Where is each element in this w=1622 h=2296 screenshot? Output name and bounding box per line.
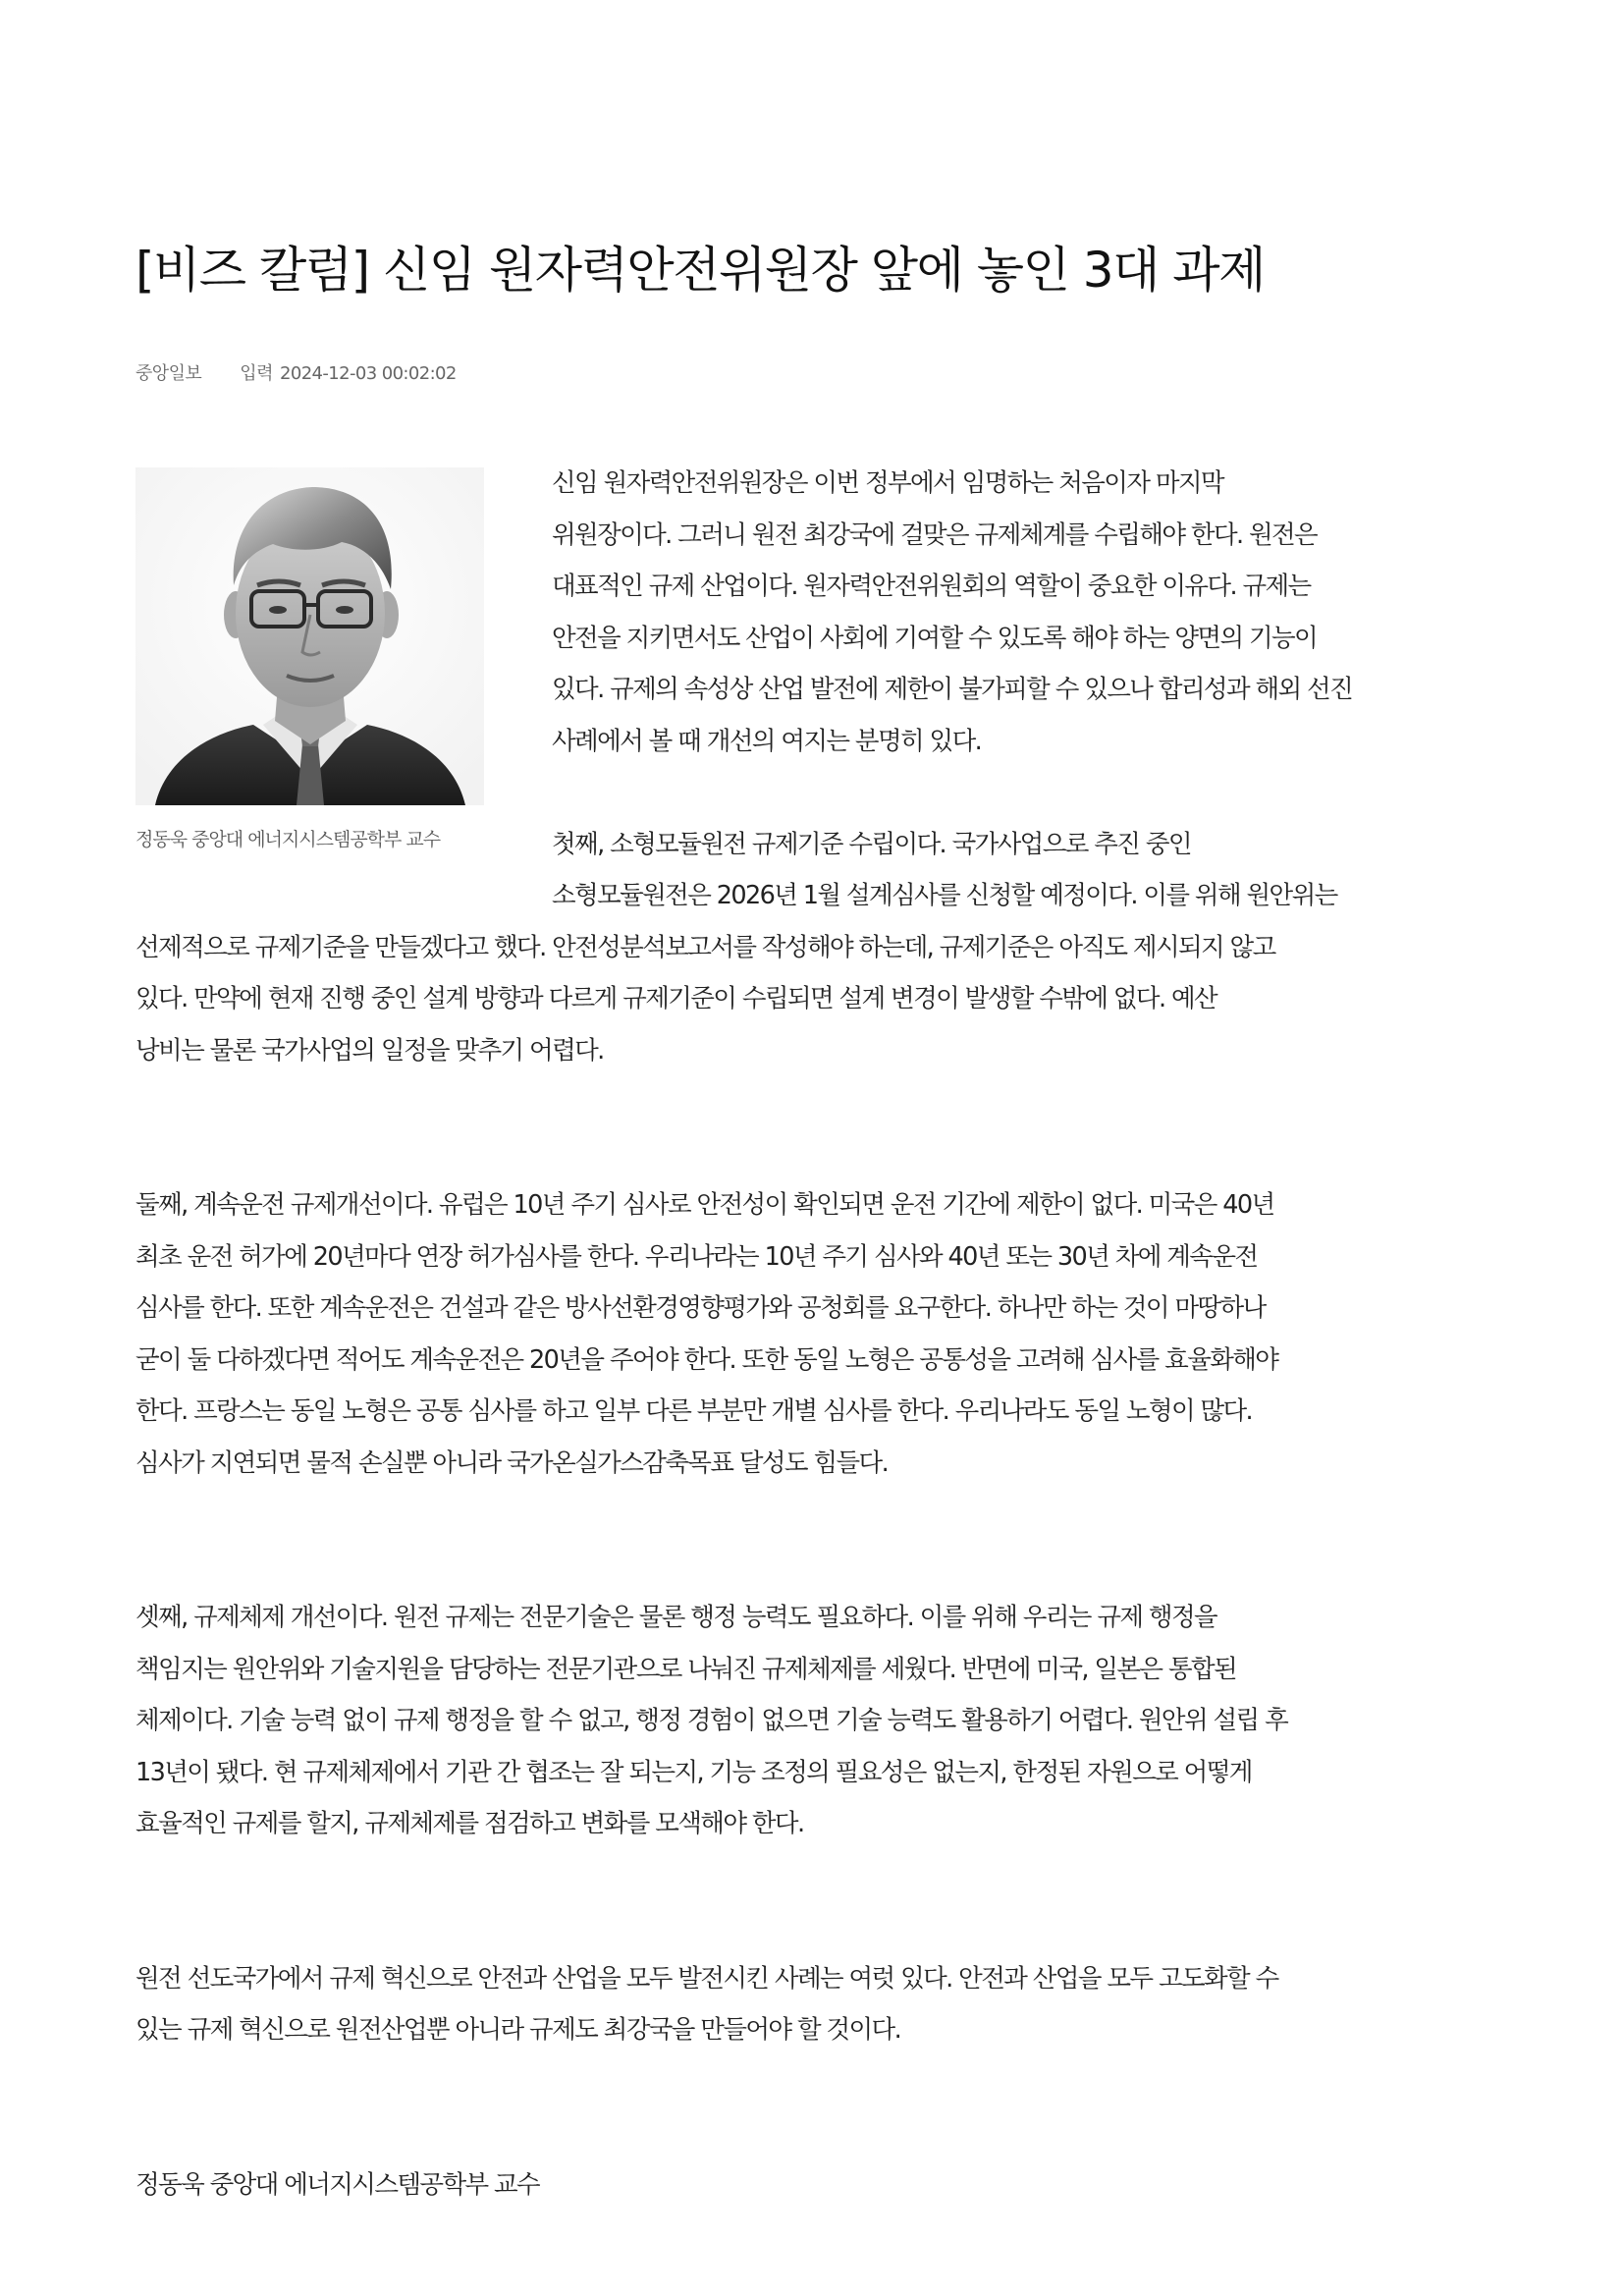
date-label: 입력: [240, 363, 273, 384]
text-line: 굳이 둘 다하겠다면 적어도 계속운전은 20년을 주어야 한다. 또한 동일 노형은 공통성을 고려해 심사를 효율화해야: [135, 1344, 1278, 1375]
text-line: 둘째, 계속운전 규제개선이다. 유럽은 10년 주기 심사로 안전성이 확인되면 운전 기간에 제한이 없다. 미국은 40년: [135, 1190, 1274, 1220]
text-line: 위원장이다. 그러니 원전 최강국에 걸맞은 규제체계를 수립해야 한다. 원전은: [552, 519, 1318, 550]
text-line: 13년이 됐다. 현 규제체제에서 기관 간 협조는 잘 되는지, 기능 조정의 필요성은 없는지, 한정된 자원으로 어떻게: [135, 1757, 1252, 1787]
text-line: 있는 규제 혁신으로 원전산업뿐 아니라 규제도 최강국을 만들어야 할 것이다.: [135, 2015, 901, 2045]
text-line: 셋째, 규제체제 개선이다. 원전 규제는 전문기술은 물론 행정 능력도 필요하다. 이를 위해 우리는 규제 행정을: [135, 1603, 1217, 1632]
paragraph-4: [135, 1592, 1510, 1850]
photo-caption: 정동욱 중앙대 에너지시스템공학부 교수: [135, 829, 441, 850]
article-headline: [비즈 칼럼] 신임 원자력안전위원장 앞에 놓인 3대 과제: [135, 242, 1265, 299]
paragraph-3: [135, 1179, 1510, 1489]
paragraph-gap: [135, 767, 1510, 819]
text-line: 책임지는 원안위와 기술지원을 담당하는 전문기관으로 나눠진 규제체제를 세웠다. 반면에 미국, 일본은 통합된: [135, 1654, 1237, 1684]
paragraph-5: [135, 1953, 1510, 2056]
text-line: 낭비는 물론 국가사업의 일정을 맞추기 어렵다.: [135, 1035, 604, 1066]
text-line: 체제이다. 기술 능력 없이 규제 행정을 할 수 없고, 행정 경험이 없으면 기술 능력도 활용하기 어렵다. 원안위 설립 후: [135, 1706, 1288, 1735]
news-source[interactable]: 중앙일보: [135, 363, 202, 384]
byline-text: 정동욱 중앙대 에너지시스템공학부 교수: [135, 2169, 540, 2200]
text-line: 원전 선도국가에서 규제 혁신으로 안전과 산업을 모두 발전시킨 사례는 여럿 있다. 안전과 산업을 모두 고도화할 수: [135, 1963, 1278, 1994]
paragraph-gap: [135, 1489, 1510, 1592]
text-line: 소형모듈원전은 2026년 1월 설계심사를 신청할 예정이다. 이를 위해 원안위는: [552, 881, 1337, 910]
paragraph-1: [135, 458, 1510, 767]
text-line: 심사가 지연되면 물적 손실뿐 아니라 국가온실가스감축목표 달성도 힘들다.: [135, 1448, 889, 1478]
text-line: 안전을 지키면서도 산업이 사회에 기여할 수 있도록 해야 하는 양면의 기능이: [552, 623, 1318, 653]
paragraph-gap: [135, 1076, 1510, 1179]
text-line: 신임 원자력안전위원장은 이번 정부에서 임명하는 처음이자 마지막: [552, 468, 1223, 498]
text-line: 첫째, 소형모듈원전 규제기준 수립이다. 국가사업으로 추진 중인: [552, 829, 1191, 859]
text-line: 사례에서 볼 때 개선의 여지는 분명히 있다.: [552, 726, 982, 756]
text-line: 있다. 만약에 현재 진행 중인 설계 방향과 다르게 규제기준이 수립되면 설계 변경이 발생할 수밖에 없다. 예산: [135, 984, 1217, 1013]
text-line: 최초 운전 허가에 20년마다 연장 허가심사를 한다. 우리나라는 10년 주기 심사와 40년 또는 30년 차에 계속운전: [135, 1241, 1258, 1272]
author-byline: [135, 2159, 1510, 2212]
article-meta: [135, 359, 457, 385]
text-line: 대표적인 규제 산업이다. 원자력안전위원회의 역할이 중요한 이유다. 규제는: [552, 572, 1311, 601]
paragraph-gap: [135, 2056, 1510, 2159]
article-body: [135, 458, 1510, 2211]
text-line: 선제적으로 규제기준을 만들겠다고 했다. 안전성분석보고서를 작성해야 하는데, 규제기준은 아직도 제시되지 않고: [135, 932, 1275, 962]
text-line: 있다. 규제의 속성상 산업 발전에 제한이 불가피할 수 있으나 합리성과 해외 선진: [552, 675, 1353, 704]
publish-date: 2024-12-03 00:02:02: [279, 363, 457, 384]
paragraph-2: [135, 819, 1510, 1077]
text-line: 효율적인 규제를 할지, 규제체제를 점검하고 변화를 모색해야 한다.: [135, 1809, 804, 1838]
text-line: 한다. 프랑스는 동일 노형은 공통 심사를 하고 일부 다른 부분만 개별 심사를 한다. 우리나라도 동일 노형이 많다.: [135, 1396, 1253, 1426]
paragraph-gap: [135, 1850, 1510, 1953]
text-line: 심사를 한다. 또한 계속운전은 건설과 같은 방사선환경영향평가와 공청회를 요구한다. 하나만 하는 것이 마땅하나: [135, 1293, 1266, 1323]
